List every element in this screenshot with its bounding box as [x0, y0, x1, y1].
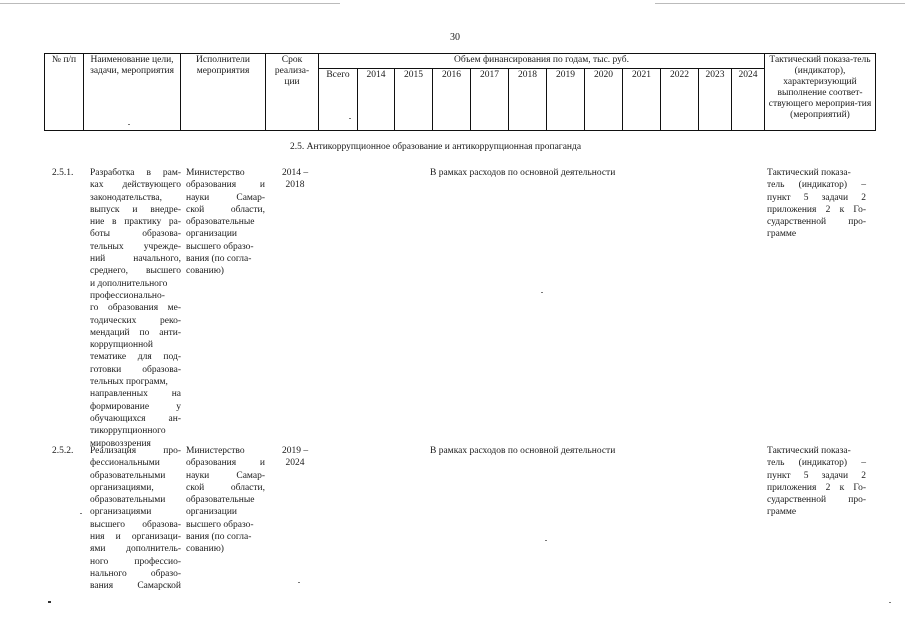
- text-line: науки Самар-: [186, 470, 265, 481]
- text-line: тель (индикатор) –: [767, 458, 866, 469]
- text-line: пункт 5 задачи 2: [767, 192, 866, 203]
- text-line: ния и организаци-: [90, 532, 181, 543]
- text-line: сованию): [186, 266, 224, 277]
- text-line: фессиональными: [90, 458, 160, 469]
- text-line: высшего образо-: [186, 519, 254, 530]
- header-year: 2020: [585, 69, 623, 131]
- text-line: приложения 2 к Го-: [767, 204, 866, 215]
- term-text: [277, 445, 313, 470]
- task-text: [90, 167, 181, 450]
- text-line: высшего образо-: [186, 241, 254, 252]
- text-line: грамме: [767, 229, 797, 240]
- text-line: Разработка в рам-: [90, 168, 181, 178]
- header-total: Всего: [319, 69, 358, 131]
- text-line: организации: [186, 229, 238, 240]
- text-line: среднего, высшего: [90, 266, 181, 277]
- text-line: организациями: [90, 507, 152, 518]
- financing-note: В рамках расходов по основной деятельности: [430, 168, 616, 178]
- scan-speck: [128, 124, 130, 125]
- text-line: пункт 5 задачи 2: [767, 470, 866, 481]
- text-line: и дополнительного: [90, 278, 168, 289]
- scan-speck: [349, 118, 351, 119]
- text-line: образования и: [186, 458, 265, 469]
- scan-speck: [889, 602, 891, 603]
- text-line: сованию): [186, 544, 224, 555]
- header-name: Наименование цели, задачи, мероприятия: [84, 54, 181, 131]
- header-executors: Исполнители мероприятия: [181, 54, 266, 131]
- text-line: ние в практику ра-: [90, 217, 181, 228]
- header-year: 2021: [623, 69, 661, 131]
- text-line: нального образо-: [90, 568, 181, 579]
- header-year: 2015: [395, 69, 433, 131]
- text-line: законодательства,: [90, 192, 162, 203]
- text-line: образовательными: [90, 495, 166, 506]
- text-line: высшего образова-: [90, 519, 181, 530]
- table-row: [0, 167, 905, 449]
- scan-speck: [80, 513, 82, 514]
- text-line: образовательными: [90, 470, 166, 481]
- header-term: Срок реализа-ции: [266, 54, 319, 131]
- text-line: науки Самар-: [186, 192, 265, 203]
- text-line: го образования ме-: [90, 303, 181, 314]
- text-line: приложения 2 к Го-: [767, 482, 866, 493]
- top-edge-line: [655, 3, 905, 4]
- text-line: вания (по согла-: [186, 532, 252, 543]
- text-line: Тактический показа-: [767, 168, 851, 178]
- text-line: выпуск и внедре-: [90, 204, 181, 215]
- text-line: ний начального,: [90, 254, 181, 265]
- task-text: [90, 445, 181, 593]
- text-line: ской области,: [186, 482, 265, 493]
- text-line: 2019 –: [281, 446, 309, 456]
- text-line: сударственной про-: [767, 217, 866, 228]
- text-line: Тактический показа-: [767, 446, 851, 456]
- text-line: сударственной про-: [767, 495, 866, 506]
- text-line: мировоззрения: [90, 438, 151, 449]
- text-line: тематике для под-: [90, 352, 181, 363]
- executor-text: [186, 445, 265, 556]
- text-line: 2018: [285, 180, 305, 191]
- header-year: 2022: [661, 69, 699, 131]
- text-line: ного профессио-: [90, 556, 181, 567]
- text-line: 2024: [285, 458, 305, 469]
- text-line: образовательные: [186, 217, 255, 228]
- text-line: направленных на: [90, 389, 181, 400]
- text-line: вания Самарской: [90, 581, 181, 592]
- text-line: Министерство: [186, 446, 245, 456]
- header-year: 2024: [732, 69, 765, 131]
- text-line: 2014 –: [281, 168, 309, 178]
- header-num: № п/п: [45, 54, 84, 131]
- text-line: образования и: [186, 180, 265, 191]
- scan-speck: [541, 292, 543, 293]
- text-line: тельных учрежде-: [90, 241, 181, 252]
- text-line: организации: [186, 507, 238, 518]
- table-row: [0, 445, 905, 595]
- header-year: 2016: [433, 69, 471, 131]
- header-year: 2017: [471, 69, 509, 131]
- financing-note: В рамках расходов по основной деятельности: [430, 446, 616, 456]
- scan-speck: [48, 601, 51, 603]
- text-line: боты образова-: [90, 229, 181, 240]
- text-line: тикоррупционного: [90, 426, 166, 437]
- scan-speck: [545, 540, 547, 541]
- text-line: обучающихся ан-: [90, 413, 181, 424]
- header-indicator: Тактический показа-тель (индикатор), характеризующий выполнение соответ-ствующего мероприя-тия (мероприятий): [765, 54, 876, 131]
- header-year: 2014: [358, 69, 395, 131]
- text-line: мендаций по анти-: [90, 327, 181, 338]
- indicator-text: [767, 167, 866, 241]
- text-line: тель (индикатор) –: [767, 180, 866, 191]
- header-year: 2023: [699, 69, 732, 131]
- text-line: Министерство: [186, 168, 245, 178]
- text-line: организациями,: [90, 482, 154, 493]
- text-line: образовательные: [186, 495, 255, 506]
- section-title: 2.5. Антикоррупционное образование и антикоррупционная пропаганда: [290, 142, 582, 152]
- text-line: формирование у: [90, 401, 181, 412]
- row-number: 2.5.2.: [52, 446, 74, 456]
- text-line: тельных программ,: [90, 377, 168, 388]
- header-year: 2019: [547, 69, 585, 131]
- header-table: [44, 53, 876, 131]
- text-line: ках действующего: [90, 180, 181, 191]
- row-number: 2.5.1.: [52, 168, 74, 178]
- page-number: 30: [450, 32, 460, 43]
- text-line: ями дополнитель-: [90, 544, 181, 555]
- text-line: готовки образова-: [90, 364, 181, 375]
- text-line: тодических реко-: [90, 315, 181, 326]
- term-text: [277, 167, 313, 192]
- header-year: 2018: [509, 69, 547, 131]
- scan-speck: [298, 582, 300, 583]
- header-financing: Объем финансирования по годам, тыс. руб.: [319, 54, 765, 69]
- top-edge-line: [0, 3, 340, 4]
- text-line: коррупционной: [90, 340, 154, 351]
- executor-text: [186, 167, 265, 278]
- text-line: ской области,: [186, 204, 265, 215]
- text-line: Реализация про-: [90, 446, 181, 456]
- text-line: профессионально-: [90, 290, 165, 301]
- text-line: грамме: [767, 507, 797, 518]
- indicator-text: [767, 445, 866, 519]
- text-line: вания (по согла-: [186, 254, 252, 265]
